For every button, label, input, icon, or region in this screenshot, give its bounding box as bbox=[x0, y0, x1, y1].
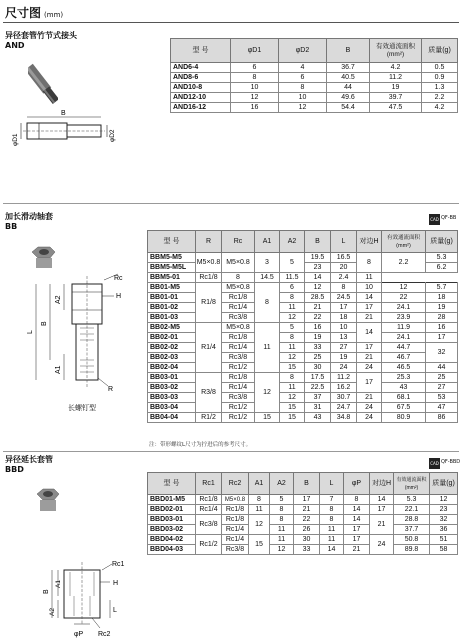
bbd-section-title: 异径延长套管 bbox=[5, 455, 53, 464]
table-row: BBD04-03 Rc3/8 12 33 14 21 89.8 58 bbox=[148, 545, 458, 555]
table-row: AND10-8 10 8 44 19 1.3 bbox=[171, 83, 458, 93]
table-row: BBD01-M5 Rc1/8 M5×0.8 8 5 17 7 8 14 5.3 12 bbox=[148, 495, 458, 505]
table-row: BB03-02 Rc1/4 11 22.5 16.2 43 27 bbox=[148, 383, 458, 393]
and-dim-b: B bbox=[61, 110, 66, 117]
bb-section-title: 加长滑动轴套 bbox=[5, 212, 53, 221]
table-row: BBD03-01 Rc3/8 Rc1/8 12 8 22 8 14 21 28.8 32 bbox=[148, 515, 458, 525]
bb-section-code: BB bbox=[5, 222, 18, 231]
table-row: BB02-03 Rc3/8 12 25 19 21 46.7 bbox=[148, 353, 458, 363]
bb-table-note: 注：带形螺纹L尺寸为拧进后的参考尺寸。 bbox=[149, 442, 252, 448]
and-spec-table bbox=[170, 38, 458, 113]
section-divider bbox=[3, 451, 459, 452]
bb-product-photo bbox=[28, 246, 58, 272]
bb-dim-a2: A2 bbox=[55, 295, 62, 304]
bbd-dim-b: B bbox=[43, 589, 50, 594]
and-col-mass: 质量(g) bbox=[422, 39, 458, 63]
table-row: AND16-12 16 12 54.4 47.5 4.2 bbox=[171, 103, 458, 113]
bb-dim-l: L bbox=[27, 330, 34, 334]
bb-dim-b: B bbox=[41, 321, 48, 326]
table-row: BB03-04 Rc1/2 15 31 24.7 24 67.5 47 bbox=[148, 403, 458, 413]
and-col-b: B bbox=[327, 39, 370, 63]
and-col-d2: φD2 bbox=[279, 39, 327, 63]
section-divider bbox=[3, 203, 459, 204]
bbd-dim-rc2: Rc2 bbox=[98, 631, 111, 638]
and-col-d1: φD1 bbox=[231, 39, 279, 63]
table-row: BBD04-02 Rc1/2 Rc1/4 15 11 30 11 17 24 50.8 51 bbox=[148, 535, 458, 545]
table-row: BB02-02 Rc1/4 11 33 27 17 44.7 32 bbox=[148, 343, 458, 353]
table-row: BB04-04 R1/2 Rc1/2 15 15 43 34.8 24 80.9 86 bbox=[148, 413, 458, 423]
and-dimension-drawing bbox=[5, 108, 145, 154]
table-row: BB01-M5 R1/8 M5×0.8 8 6 12 8 10 12 5.7 bbox=[148, 283, 458, 293]
bbd-product-photo bbox=[34, 488, 62, 514]
bb-dim-r: R bbox=[108, 386, 114, 393]
table-row: AND12-10 12 10 49.6 39.7 2.2 bbox=[171, 93, 458, 103]
and-section-code: AND bbox=[5, 41, 25, 50]
page-unit: (mm) bbox=[44, 11, 64, 19]
page-title: 尺寸图 (mm) bbox=[5, 6, 64, 20]
table-row: BB01-03 Rc3/8 12 22 18 21 23.9 28 bbox=[148, 313, 458, 323]
table-row: BB02-M5 R1/4 M5×0.8 11 5 16 10 14 11.9 16 bbox=[148, 323, 458, 333]
table-row: BB02-01 Rc1/8 8 19 13 24.1 17 bbox=[148, 333, 458, 343]
table-row: BBD03-02 Rc1/4 11 26 11 17 37.7 36 bbox=[148, 525, 458, 535]
bbd-spec-table: 型 号 Rc1 Rc2 A1 A2 B L φP 对边H 有效通流面积(mm²) 质量(g) BBD01-M5 Rc1/8 M5×0.8 8 5 17 7 8 14 5.3 12 BBD02-01 Rc1/4 Rc1/8 11 8 21 8 14 17 22.1 23 BBD03-01 Rc3/8 Rc1/8 12 8 22 8 14 21 28.8 32 BBD03-02 Rc1/4 11 26 11 17 37.7 36 BBD04-02 Rc1/2 Rc1/4 15 11 30 11 17 24 50.8 51 BBD04-03 Rc3/8 12 33 14 21 89.8 58 bbox=[147, 472, 458, 555]
bbd-dim-a1: A1 bbox=[55, 580, 62, 588]
table-row: AND8-6 8 6 40.5 11.2 0.9 bbox=[171, 73, 458, 83]
table-row: BB03-03 Rc3/8 12 37 30.7 21 68.1 53 bbox=[148, 393, 458, 403]
bb-cad-code: QF-BB bbox=[441, 215, 457, 221]
bb-dim-h: H bbox=[116, 293, 122, 300]
bb-dimension-drawing bbox=[4, 270, 144, 416]
and-dim-d2: φD2 bbox=[109, 129, 116, 142]
bbd-cad-code: QF-BBD bbox=[441, 459, 461, 465]
bbd-dim-l: L bbox=[113, 607, 117, 614]
bbd-dim-rc1: Rc1 bbox=[112, 561, 125, 568]
and-section-title: 异径套管竹节式接头 bbox=[5, 31, 77, 40]
table-row: BB01-02 Rc1/4 11 21 17 17 24.1 19 bbox=[148, 303, 458, 313]
bb-drawing-caption: 长螺钉型 bbox=[68, 405, 96, 412]
bbd-dim-p: φP bbox=[74, 631, 84, 638]
cad-icon: CAD bbox=[429, 214, 440, 225]
table-row: BB01-01 Rc1/8 8 28.5 24.5 14 22 18 bbox=[148, 293, 458, 303]
table-row: BBM5-M5 M5×0.8 M5×0.8 3 5 19.5 16.5 8 2.2 5.3 bbox=[148, 253, 458, 263]
table-row: BBM5-M5L 23 20 6.2 bbox=[148, 263, 458, 273]
bb-dim-rc: Rc bbox=[114, 275, 123, 282]
title-rule bbox=[3, 22, 459, 23]
and-col-area: 有效通流面积(mm²) bbox=[370, 39, 422, 63]
bbd-section-code: BBD bbox=[5, 465, 24, 474]
bbd-dimension-drawing bbox=[30, 558, 140, 638]
cad-icon: CAD bbox=[429, 458, 440, 469]
bbd-dim-a2: A2 bbox=[49, 608, 56, 616]
and-dim-d1: φD1 bbox=[12, 133, 19, 146]
bb-spec-table: 型 号 R Rc A1 A2 B L 对边H 有效通流面积(mm²) 质量(g) BBM5-M5 M5×0.8 M5×0.8 3 5 19.5 16.5 8 2.2 5.3 BBM5-M5L 23 20 6.2 BBM5-01 Rc1/8 8 14.5 11.5 14 2.4 11 BB01-M5 R1/8 M5×0.8 8 6 12 8 10 12 5.7 BB01-01 Rc1/8 8 28.5 24.5 14 22 18 BB01-02 Rc1/4 11 21 17 17 24.1 19 BB01-03 Rc3/8 12 22 18 21 23.9 28 BB02-M5 R1/4 M5×0.8 11 5 16 10 14 11.9 16 BB02-01 Rc1/8 8 19 13 24.1 17 BB02-02 Rc1/4 11 33 27 17 44.7 32 BB02-03 Rc3/8 12 25 19 21 46.7 BB02-04 Rc1/2 15 30 24 24 46.5 44 BB03-01 R3/8 Rc1/8 12 8 17.5 11.2 17 25.3 25 BB03-02 Rc1/4 11 22.5 16.2 43 27 BB03-03 Rc3/8 12 37 30.7 21 68.1 53 BB03-04 Rc1/2 15 31 24.7 24 67.5 47 BB04-04 R1/2 Rc1/2 15 15 43 34.8 24 80.9 86 bbox=[147, 230, 458, 423]
table-row: BB02-04 Rc1/2 15 30 24 24 46.5 44 bbox=[148, 363, 458, 373]
table-row: AND6-4 6 4 36.7 4.2 0.5 bbox=[171, 63, 458, 73]
table-row: BB03-01 R3/8 Rc1/8 12 8 17.5 11.2 17 25.3 25 bbox=[148, 373, 458, 383]
table-row: BBM5-01 Rc1/8 8 14.5 11.5 14 2.4 11 bbox=[148, 273, 458, 283]
table-row: BBD02-01 Rc1/4 Rc1/8 11 8 21 8 14 17 22.1 23 bbox=[148, 505, 458, 515]
bb-dim-a1: A1 bbox=[55, 365, 62, 374]
and-col-model: 型 号 bbox=[171, 39, 231, 63]
and-product-photo bbox=[28, 62, 58, 108]
bbd-dim-h: H bbox=[113, 580, 119, 587]
